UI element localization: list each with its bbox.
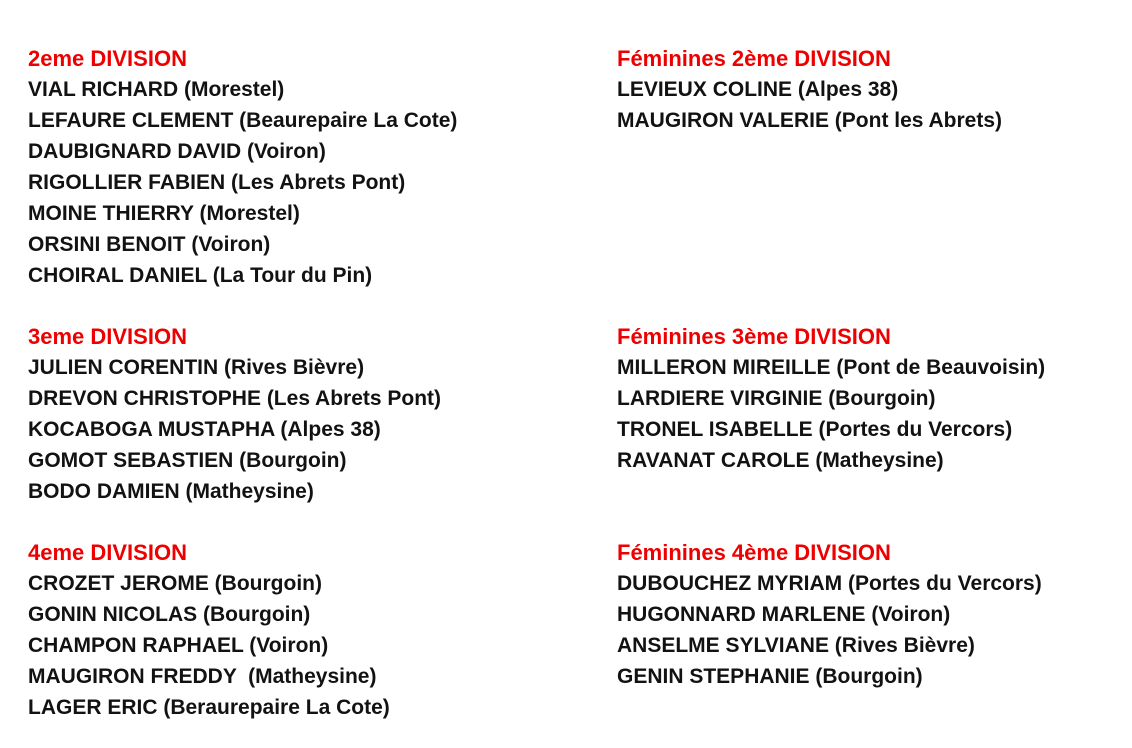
division-title: Féminines 3ème DIVISION bbox=[617, 324, 891, 349]
player-entry: CHAMPON RAPHAEL (Voiron) bbox=[28, 634, 329, 657]
division-title: 2eme DIVISION bbox=[28, 46, 187, 71]
player-entry: JULIEN CORENTIN (Rives Bièvre) bbox=[28, 356, 365, 379]
player-entry: LEFAURE CLEMENT (Beaurepaire La Cote) bbox=[28, 109, 458, 132]
player-entry: GENIN STEPHANIE (Bourgoin) bbox=[617, 665, 923, 688]
section-2eme-division bbox=[28, 43, 617, 291]
player-entry: KOCABOGA MUSTAPHA (Alpes 38) bbox=[28, 418, 381, 441]
section-feminines-3eme-division bbox=[617, 321, 1132, 507]
player-entry: TRONEL ISABELLE (Portes du Vercors) bbox=[617, 418, 1013, 441]
division-title: 4eme DIVISION bbox=[28, 540, 187, 565]
player-entry: VIAL RICHARD (Morestel) bbox=[28, 78, 285, 101]
player-entry: RAVANAT CAROLE (Matheysine) bbox=[617, 449, 944, 472]
division-title: Féminines 4ème DIVISION bbox=[617, 540, 891, 565]
player-entry: LEVIEUX COLINE (Alpes 38) bbox=[617, 78, 899, 101]
player-entry: ORSINI BENOIT (Voiron) bbox=[28, 233, 271, 256]
band-4eme bbox=[28, 537, 1132, 723]
section-feminines-4eme-division bbox=[617, 537, 1132, 723]
band-3eme bbox=[28, 321, 1132, 507]
player-entry: HUGONNARD MARLENE (Voiron) bbox=[617, 603, 951, 626]
player-entry: MAUGIRON FREDDY (Matheysine) bbox=[28, 665, 377, 688]
player-entry: CHOIRAL DANIEL (La Tour du Pin) bbox=[28, 264, 373, 287]
player-entry: LAGER ERIC (Beraurepaire La Cote) bbox=[28, 696, 390, 719]
player-entry: DREVON CHRISTOPHE (Les Abrets Pont) bbox=[28, 387, 442, 410]
section-4eme-division bbox=[28, 537, 617, 723]
division-title: Féminines 2ème DIVISION bbox=[617, 46, 891, 71]
player-entry: RIGOLLIER FABIEN (Les Abrets Pont) bbox=[28, 171, 406, 194]
player-entry: GOMOT SEBASTIEN (Bourgoin) bbox=[28, 449, 347, 472]
player-entry: CROZET JEROME (Bourgoin) bbox=[28, 572, 322, 595]
player-entry: MAUGIRON VALERIE (Pont les Abrets) bbox=[617, 109, 1003, 132]
player-entry: ANSELME SYLVIANE (Rives Bièvre) bbox=[617, 634, 975, 657]
player-entry: BODO DAMIEN (Matheysine) bbox=[28, 480, 314, 503]
player-entry: GONIN NICOLAS (Bourgoin) bbox=[28, 603, 311, 626]
band-2eme bbox=[28, 43, 1132, 291]
player-entry: LARDIERE VIRGINIE (Bourgoin) bbox=[617, 387, 936, 410]
section-feminines-2eme-division bbox=[617, 43, 1132, 291]
player-entry: DAUBIGNARD DAVID (Voiron) bbox=[28, 140, 326, 163]
player-entry: MILLERON MIREILLE (Pont de Beauvoisin) bbox=[617, 356, 1046, 379]
player-entry: DUBOUCHEZ MYRIAM (Portes du Vercors) bbox=[617, 572, 1042, 595]
player-entry: MOINE THIERRY (Morestel) bbox=[28, 202, 300, 225]
division-title: 3eme DIVISION bbox=[28, 324, 187, 349]
section-3eme-division bbox=[28, 321, 617, 507]
